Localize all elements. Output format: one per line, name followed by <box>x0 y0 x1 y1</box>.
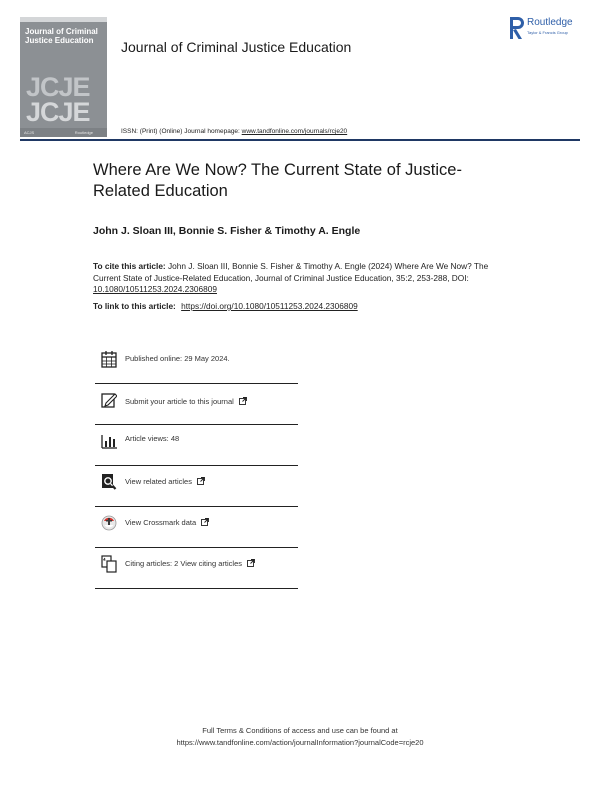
external-link-icon <box>247 559 255 567</box>
cover-monogram: JCJE <box>26 72 90 102</box>
terms-footer <box>0 725 600 749</box>
citation-block <box>93 261 513 296</box>
publisher-name: Routledge <box>527 17 573 28</box>
issn-label: ISSN: (Print) (Online) Journal homepage: <box>121 128 240 135</box>
submit-icon <box>101 391 117 409</box>
article-views-label: Article views: 48 <box>125 434 180 443</box>
issn-line <box>121 128 347 135</box>
citing-articles-text: Citing articles: 2 View citing articles <box>125 559 242 568</box>
citing-articles-item[interactable] <box>95 547 298 589</box>
journal-homepage-link[interactable]: www.tandfonline.com/journals/rcje20 <box>241 128 348 135</box>
crossmark-item[interactable] <box>95 506 298 548</box>
crossmark-label[interactable] <box>125 518 209 527</box>
external-link-icon <box>201 518 209 526</box>
header-divider <box>20 139 580 141</box>
article-views-item <box>95 424 298 466</box>
citing-icon <box>101 555 117 573</box>
related-articles-text: View related articles <box>125 477 192 486</box>
submit-article-text: Submit your article to this journal <box>125 397 234 406</box>
cover-top-band <box>20 17 107 22</box>
article-authors: John J. Sloan III, Bonnie S. Fisher & Timothy A. Engle <box>93 225 361 237</box>
terms-url[interactable]: https://www.tandfonline.com/action/journalInformation?journalCode=rcje20 <box>176 738 424 747</box>
citation-doi-link[interactable]: 10.1080/10511253.2024.2306809 <box>93 284 217 294</box>
link-label: To link to this article: <box>93 301 176 311</box>
article-title: Where Are We Now? The Current State of Justice-Related Education <box>93 161 462 200</box>
journal-title[interactable]: Journal of Criminal Justice Education <box>121 39 352 55</box>
bar-chart-icon <box>101 432 117 450</box>
citation-label: To cite this article: <box>93 261 166 271</box>
routledge-r-icon <box>510 17 524 39</box>
external-link-icon <box>197 477 205 485</box>
crossmark-icon <box>101 514 117 532</box>
journal-cover[interactable] <box>20 17 107 137</box>
cover-monogram-repeat: JCJE <box>26 97 90 127</box>
cover-routledge-mark: Routledge <box>74 130 93 135</box>
related-articles-label[interactable] <box>125 477 205 486</box>
cover-publisher-mark: ACJS <box>24 130 35 135</box>
citation-text: John J. Sloan III, Bonnie S. Fisher & Timothy A. Engle (2024) Where Are We Now? The Current State of Justice-Related Education, Journal of Criminal Justice Education, 35:2, 253-288, DOI: <box>93 261 489 283</box>
external-link-icon <box>239 397 247 405</box>
crossmark-text: View Crossmark data <box>125 518 197 527</box>
related-search-icon <box>101 473 117 491</box>
terms-line: Full Terms & Conditions of access and use can be found at <box>202 726 398 735</box>
related-articles-item[interactable] <box>95 465 298 507</box>
publisher-tagline: Taylor & Francis Group <box>527 30 568 35</box>
article-doi-url[interactable]: https://doi.org/10.1080/10511253.2024.2306809 <box>181 301 358 311</box>
submit-article-label[interactable] <box>125 397 247 406</box>
cover-title: Journal of Criminal Justice Education <box>25 27 98 45</box>
citing-articles-label[interactable] <box>125 559 255 568</box>
submit-article-item[interactable] <box>95 383 298 425</box>
routledge-logo[interactable] <box>510 17 590 41</box>
article-link-line <box>93 301 358 311</box>
published-online-label: Published online: 29 May 2024. <box>125 354 230 363</box>
calendar-icon <box>101 350 117 368</box>
published-online-item <box>95 342 298 384</box>
cover-footer <box>20 128 107 137</box>
